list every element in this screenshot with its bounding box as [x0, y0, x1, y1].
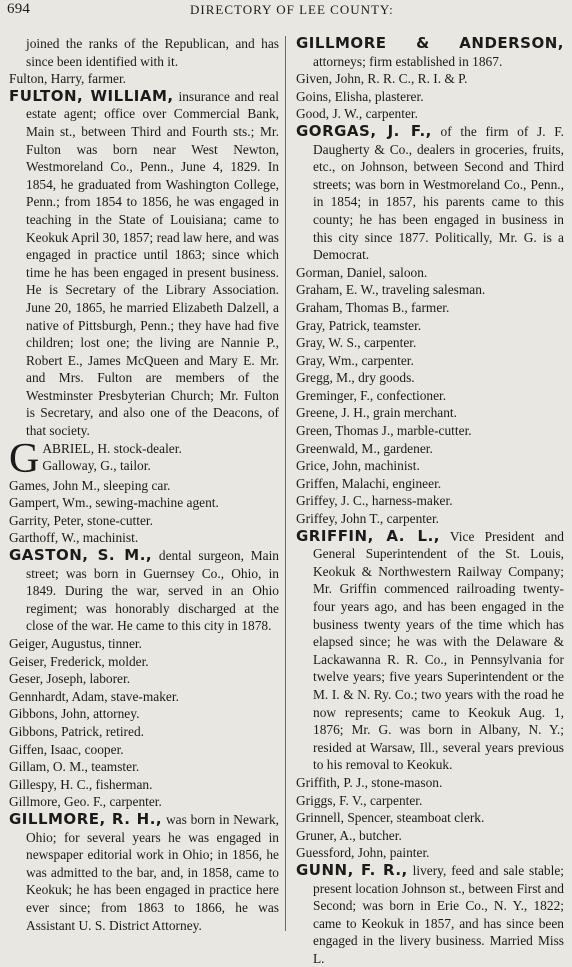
- directory-entry: Given, John, R. R. C., R. I. & P.: [296, 71, 468, 87]
- biography-entry: [9, 811, 279, 934]
- page-number: 694: [7, 1, 31, 17]
- entry-text: dental surgeon, Main street; was born in Guernsey Co., Ohio, in 1849. During the war, served in an Ohio regiment; was honorably discharged at the close of the war. He came to this city in 1878.: [26, 548, 279, 634]
- directory-entry: Giffen, Isaac, cooper.: [9, 741, 124, 757]
- entry-text: of the firm of J. F. Daugherty & Co., dealers in groceries, fruits, etc., on Johnson, between Second and Third streets; was born in Westmoreland Co., Penn., in 1854; in 1857, his parents came to this county; he has been engaged in business in this city since 1877. Politically, Mr. G. is a Democrat.: [313, 123, 564, 263]
- directory-entry: Galloway, G., tailor.: [42, 458, 151, 474]
- directory-entry: Fulton, Harry, farmer.: [9, 71, 127, 87]
- directory-entry: Green, Thomas J., marble-cutter.: [296, 423, 472, 439]
- directory-entry: Gampert, Wm., sewing-machine agent.: [9, 495, 219, 511]
- biography-entry: [296, 528, 564, 774]
- entry-continuation: joined the ranks of the Republican, and has since been identified with it.: [26, 36, 279, 69]
- directory-entry: Geser, Joseph, laborer.: [9, 671, 131, 687]
- entry-text: insurance and real estate agent; office over Commercial Bank, Main st., between Third and Fourth sts.; Mr. Fulton was born near West Newton, Westmoreland Co., Penn., June 4, 1829. In 1854, he graduated from Washington College, Penn.; from 1854 to 1856, he was engaged in teaching in the State of Louisiana; came to Keokuk April 30, 1857; read law here, and was engaged in practice until 1863; since which time he has been engaged in present business. He is Secretary of the Library Association. June 20, 1865, he married Elizabeth Dalzell, a native of Pittsburgh, Penn.; they have had five children; lost one; the living are Nannie P., Robert E., James McQueen and Mary E. Mr. and Mrs. Fulton are members of the Westminster Presbyterian Church; Mr. Fulton is Secretary, and also one of the Deacons, of that society.: [26, 88, 279, 439]
- running-head: DIRECTORY OF LEE COUNTY:: [190, 2, 394, 17]
- directory-entry: Guessford, John, painter.: [296, 845, 430, 861]
- entry-name: GILLMORE, R. H.,: [9, 809, 163, 828]
- directory-entry: Geiger, Augustus, tinner.: [9, 636, 142, 651]
- directory-entry: Goins, Elisha, plasterer.: [296, 88, 424, 104]
- directory-entry: Gennhardt, Adam, stave-maker.: [9, 688, 179, 704]
- directory-entry: Games, John M., sleeping car.: [9, 477, 171, 493]
- entry-text: Vice President and General Superintendent of the St. Louis, Keokuk & Northwestern Railway Company; Mr. Griffin commenced railroading twenty-four years ago, and has been engaged in the business twenty years of the time which has elapsed since; he was with the Delaware & Lackawanna R. R. Co., in Pennsylvania for twelve years; five years Superintendent or the M. I. & N. Ry. Co.; two years with the road he now represents; came to Keokuk Aug. 1, 1876; Mr. G. was born in Albany, N. Y.; resided at Warsaw, Ill., several years previous to his removal to Keokuk.: [313, 528, 564, 773]
- directory-entry: Gillam, O. M., teamster.: [9, 759, 140, 775]
- directory-entry: Griffey, J. C., harness-maker.: [296, 493, 453, 509]
- directory-entry: Greminger, F., confectioner.: [296, 387, 447, 403]
- directory-entry: Gruner, A., butcher.: [296, 827, 402, 843]
- directory-entry: Griffen, Malachi, engineer.: [296, 475, 442, 491]
- entry-name: GUNN, F. R.,: [296, 860, 408, 879]
- directory-entry: Gray, Wm., carpenter.: [296, 352, 414, 368]
- left-column: [9, 35, 279, 934]
- column-rule: [285, 36, 286, 931]
- directory-entry: Gillespy, H. C., fisherman.: [9, 776, 153, 792]
- directory-entry: ABRIEL, H. stock-dealer.: [42, 440, 182, 456]
- directory-entry: Geiser, Frederick, molder.: [9, 653, 149, 669]
- directory-entry: Gibbons, Patrick, retired.: [9, 723, 144, 739]
- directory-entry: Gray, W. S., carpenter.: [296, 335, 417, 351]
- entry-name: GORGAS, J. F.,: [296, 121, 432, 140]
- directory-entry: Gillmore, Geo. F., carpenter.: [9, 794, 162, 810]
- directory-entry: Gregg, M., dry goods.: [296, 370, 415, 386]
- directory-entry: Greene, J. H., grain merchant.: [296, 405, 457, 421]
- directory-entry: Grice, John, machinist.: [296, 458, 420, 474]
- entry-text: livery, feed and sale stable; present location Johnson st., between First and Second; was born in Erie Co., N. Y., 1822; came to Keokuk in 1857, and has since been engaged in the livery business. Married Miss L.: [313, 862, 564, 966]
- entry-text: attorneys; firm established in 1867.: [313, 53, 503, 69]
- dropcap-block: [9, 435, 279, 482]
- directory-entry: Graham, E. W., traveling salesman.: [296, 282, 486, 298]
- entry-name: GILLMORE & ANDERSON,: [296, 34, 564, 52]
- directory-entry: Griffey, John T., carpenter.: [296, 511, 440, 527]
- directory-entry: Garrity, Peter, stone-cutter.: [9, 512, 153, 528]
- page-header: [0, 1, 572, 19]
- directory-entry: Greenwald, M., gardener.: [296, 440, 433, 456]
- directory-entry: Griffith, P. J., stone-mason.: [296, 774, 443, 790]
- directory-entry: Gorman, Daniel, saloon.: [296, 264, 428, 280]
- directory-entry: Graham, Thomas B., farmer.: [296, 299, 450, 315]
- biography-entry: [296, 35, 564, 70]
- directory-entry: Griggs, F. V., carpenter.: [296, 792, 423, 808]
- right-column: [296, 35, 564, 967]
- biography-entry: [9, 547, 279, 635]
- directory-entry: Gray, Patrick, teamster.: [296, 317, 422, 333]
- biography-entry: [296, 862, 564, 967]
- directory-entry: Garthoff, W., machinist.: [9, 530, 139, 546]
- entry-name: GRIFFIN, A. L.,: [296, 526, 440, 545]
- directory-entry: Good, J. W., carpenter.: [296, 106, 418, 122]
- biography-entry: [9, 88, 279, 440]
- entry-name: GASTON, S. M.,: [9, 546, 153, 565]
- directory-entry: Gibbons, John, attorney.: [9, 706, 140, 722]
- drop-cap-letter: G: [9, 435, 40, 482]
- directory-entry: Grinnell, Spencer, steamboat clerk.: [296, 810, 485, 826]
- biography-entry: [296, 123, 564, 264]
- entry-name: FULTON, WILLIAM,: [9, 86, 174, 105]
- entry-text: was born in Newark, Ohio; for several years he was engaged in newspaper editorial work in Ohio; in 1856, he was admitted to the bar, and, in 1858, came to Keokuk; he has been engaged in practice here ever since; from 1863 to 1866, he was Assistant U. S. District Attorney.: [26, 811, 280, 933]
